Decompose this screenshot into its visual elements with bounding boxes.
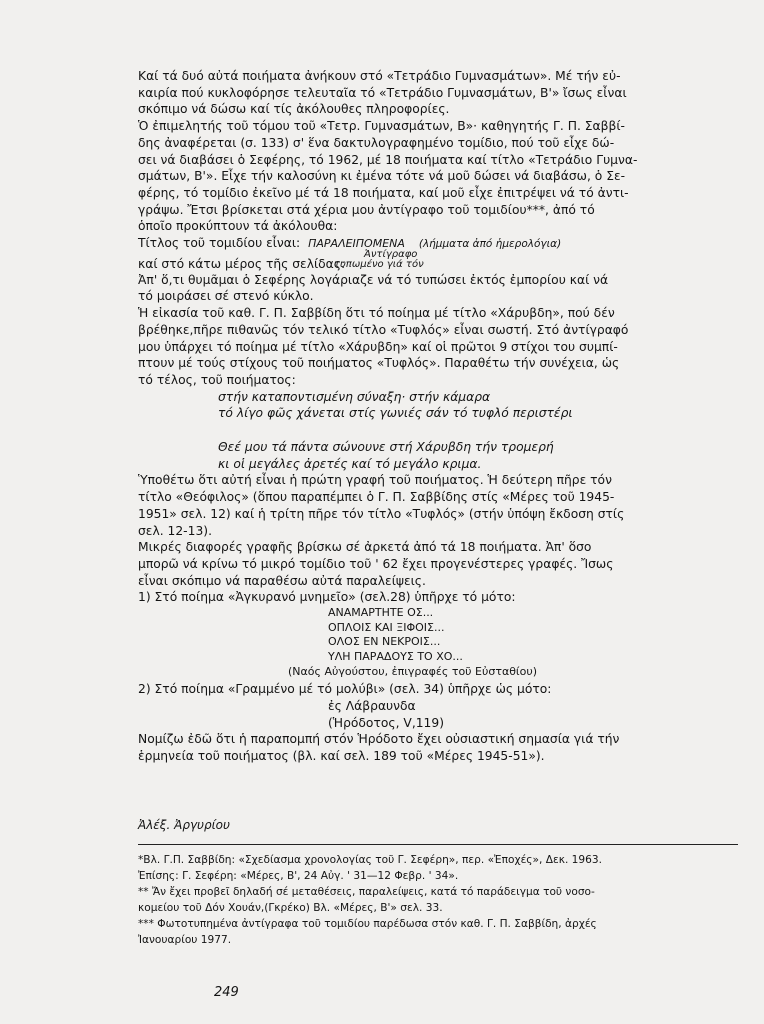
text-line: ὁποῖο προκύπτουν τά ἀκόλουθα: (138, 219, 338, 234)
paragraph-editor (138, 118, 744, 235)
motto-line: ΥΛΗ ΠΑΡΑΔΟΥΣ ΤΟ ΧΟ... (328, 649, 463, 663)
text-line: ἑρμηνεία τοῦ ποιήματος (βλ. καί σελ. 189 τοῦ «Μέρες 1945-51»). (138, 748, 545, 763)
text-line: πτουν μέ τούς στίχους τοῦ ποιήματος «Τυφλός». Παραθέτω τήν συνέχεια, ὡς (138, 356, 620, 371)
poem-line: τό λίγο φῶς χάνεται στίς γωνιές σάν τό τυφλό περιστέρι (218, 406, 573, 421)
text-line: σελ. 12-13). (138, 523, 212, 538)
poem-line: Θεέ μου τά πάντα σώνουνε στή Χάρυβδη τήν τρομερή (218, 440, 554, 455)
text-line: Νομίζω ἐδῶ ὅτι ἡ παραπομπή στόν Ἡρόδοτο ἔχει οὐσιαστική σημασία γιά τήν (138, 732, 620, 747)
text-line: Ὑποθέτω ὅτι αὐτή εἶναι ἡ πρώτη γραφή τοῦ ποιήματος. Ἡ δεύτερη πῆρε τόν (138, 473, 612, 488)
footnotes (138, 852, 740, 948)
footnote-line: *Βλ. Γ.Π. Σαββίδη: «Σχεδίασμα χρονολογίας τοῦ Γ. Σεφέρη», περ. «Ἐποχές», Δεκ. 1963. (138, 854, 603, 866)
text-line: φέρης, τό τομίδιο ἐκεῖνο μέ τά 18 ποιήματα, καί μοῦ εἶχε ἐπιτρέψει νά τό ἀντι- (138, 185, 629, 200)
text-line: τίτλο «Θεόφιλος» (ὅπου παραπέμπει ὁ Γ. Π. Σαββίδης στίς «Μέρες τοῦ 1945- (138, 490, 615, 505)
paragraph-conjecture (138, 305, 744, 389)
text-line: δης ἀναφέρεται (σ. 133) σ' ἕνα δακτυλογραφημένο τομίδιο, πού τοῦ εἶχε δώ- (138, 135, 615, 150)
motto-line: ΟΛΟΣ ΕΝ ΝΕΚΡΟΙΣ... (328, 635, 441, 649)
list-item-2: 2) Στό ποίημα «Γραμμένο μέ τό μολύβι» (σελ. 34) ὑπῆρχε ὡς μότο: (138, 682, 552, 697)
footnote-line: κομείου τοῦ Δόν Χουάν,(Γκρέκο) Βλ. «Μέρες, Β'» σελ. 33. (138, 902, 443, 914)
page-number: 249 (214, 985, 239, 1000)
motto-line: ΑΝΑΜΑΡΤΗΤΕ ΟΣ... (328, 606, 434, 620)
footnote-divider (138, 844, 738, 845)
text-line: Ὁ ἐπιμελητής τοῦ τόμου τοῦ «Τετρ. Γυμνασμάτων, Β»· καθηγητής Γ. Π. Σαββί- (138, 119, 625, 134)
stanza-gap (138, 422, 744, 439)
text-line: μου ὑπάρχει τό ποίημα μέ τίτλο «Χάρυβδη» καί οἱ πρῶτοι 9 στίχοι του συμπί- (138, 339, 618, 354)
footnote-line: ** Ἄν ἔχει προβεῖ δηλαδή σέ μεταθέσεις, παραλείψεις, κατά τό παράδειγμα τοῦ νοσο- (138, 886, 595, 898)
motto-source-2: (Ἡρόδοτος, V,119) (328, 715, 444, 730)
text-line: τό μοιράσει σέ στενό κύκλο. (138, 289, 314, 304)
title-line (138, 235, 744, 253)
paragraph-differences (138, 539, 744, 589)
footnote-line: *** Φωτοτυπημένα ἀντίγραφα τοῦ τομιδίου παρέδωσα στόν καθ. Γ. Π. Σαββίδη, ἀρχές (138, 918, 597, 930)
poem-stanza-1 (138, 389, 744, 422)
text-line: γράψω. Ἔτσι βρίσκεται στά χέρια μου ἀντίγραφο τοῦ τομιδίου***, ἀπό τό (138, 202, 595, 217)
paragraph-intro (138, 68, 744, 118)
bottom-value-bottom: τυπωμένο γιά τόν (334, 258, 424, 270)
text-line: βρέθηκε,πῆρε πιθανῶς τόν τελικό τίτλο «Τυφλός» εἶναι σωστή. Στό ἀντίγραφό (138, 322, 629, 337)
text-line: εἶναι σκόπιμο νά παραθέσω αὐτά παραλείψεις. (138, 573, 426, 588)
article-body (138, 68, 744, 765)
motto-line: ΟΠΛΟΙΣ ΚΑΙ ΞΙΦΟΙΣ... (328, 620, 445, 634)
author-signature: Ἀλέξ. Ἀργυρίου (138, 818, 230, 832)
text-line: 1951» σελ. 12) καί ἡ τρίτη πῆρε τόν τίτλο «Τυφλός» (στήν ὑπόψη ἔκδοση στίς (138, 506, 625, 521)
motto-block-1 (138, 606, 744, 664)
text-line: τό τέλος, τοῦ ποιήματος: (138, 372, 296, 387)
paragraph-memory (138, 272, 744, 305)
text-line: Καί τά δυό αὐτά ποιήματα ἀνήκουν στό «Τετράδιο Γυμνασμάτων». Μέ τήν εὐ- (138, 69, 621, 83)
list-item-1: 1) Στό ποίημα «Ἀγκυρανό μνημεῖο» (σελ.28) ὑπῆρχε τό μότο: (138, 590, 516, 605)
text-line: καιρία πού κυκλοφόρησε τελευταῖα τό «Τετράδιο Γυμνασμάτων, Β'» ἴσως εἶναι (138, 85, 627, 100)
title-label: Τίτλος τοῦ τομιδίου εἶναι: (138, 236, 301, 251)
bottom-label: καί στό κάτω μέρος τῆς σελίδας: (138, 256, 346, 271)
text-line: Μικρές διαφορές γραφῆς βρίσκω σέ ἀρκετά ἀπό τά 18 ποιήματα. Ἀπ' ὅσο (138, 540, 592, 555)
bottom-value-top: Ἀντίγραφο (364, 248, 418, 260)
title-note: (λήμματα ἀπό ἡμερολόγια) (418, 238, 562, 251)
text-line: Ἀπ' ὅ,τι θυμᾶμαι ὁ Σεφέρης λογάριαζε νά τό τυπώσει ἐκτός ἐμπορίου καί νά (138, 272, 609, 287)
footnote-line: Ἐπίσης: Γ. Σεφέρη: «Μέρες, Β', 24 Αὐγ. ' 31—12 Φεβρ. ' 34». (138, 870, 459, 882)
motto-2: ἐς Λάβραυνδα (328, 698, 416, 713)
text-line: μπορῶ νά κρίνω τό μικρό τομίδιο τοῦ ' 62 ἔχει προγενέστερες γραφές. Ἴσως (138, 556, 614, 571)
motto-source-1: (Ναός Αὐγούστου, ἐπιγραφές τοῦ Εὐσταθίου) (288, 665, 538, 679)
footnote-line: Ἰανουαρίου 1977. (138, 934, 232, 946)
text-line: σκόπιμο νά δώσω καί τίς ἀκόλουθες πληροφορίες. (138, 102, 450, 117)
title-value: ΠΑΡΑΛΕΙΠΟΜΕΝΑ (308, 237, 405, 251)
paragraph-versions (138, 472, 744, 539)
paragraph-conclusion (138, 731, 744, 764)
poem-stanza-2 (138, 439, 744, 472)
bottom-note-line (138, 248, 744, 272)
text-line: Ἡ εἰκασία τοῦ καθ. Γ. Π. Σαββίδη ὅτι τό ποίημα μέ τίτλο «Χάρυβδη», πού δέν (138, 306, 615, 321)
text-line: σμάτων, Β'». Εἶχε τήν καλοσύνη κι ἐμένα τότε νά μοῦ δώσει νά διαβάσω, ὁ Σε- (138, 169, 626, 184)
poem-line: κι οἱ μεγάλες ἀρετές καί τό μεγάλο κριμα. (218, 456, 482, 471)
poem-line: στήν καταποντισμένη σύναξη· στήν κάμαρα (218, 389, 491, 404)
text-line: σει νά διαβάσει ὁ Σεφέρης, τό 1962, μέ 18 ποιήματα καί τίτλο «Τετράδιο Γυμνα- (138, 152, 638, 167)
